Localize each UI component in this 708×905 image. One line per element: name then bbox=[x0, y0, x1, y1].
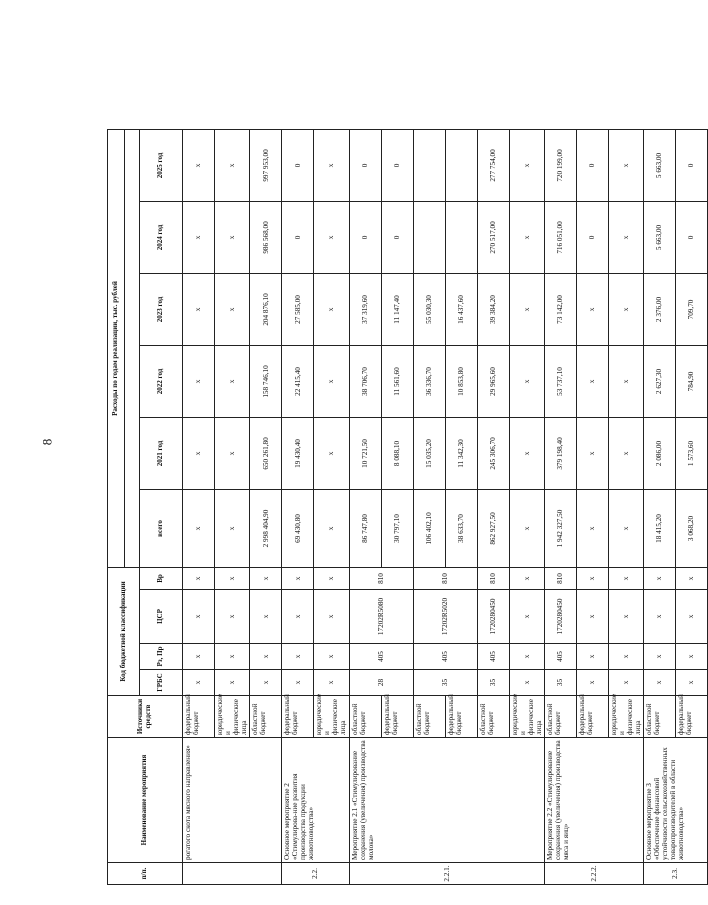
y2024-cell: х bbox=[183, 201, 215, 273]
y2022-cell: х bbox=[509, 345, 544, 417]
y2022-cell: х bbox=[576, 345, 608, 417]
y2021-cell: х bbox=[576, 417, 608, 489]
source-cell: федеральный бюджет bbox=[282, 696, 314, 738]
y2024-cell: х bbox=[314, 201, 349, 273]
csr-cell: х bbox=[183, 590, 215, 644]
rz-cell: х bbox=[676, 644, 708, 670]
header-source: Источники средств bbox=[108, 696, 183, 738]
rz-cell: х bbox=[644, 644, 676, 670]
y2023-cell: х bbox=[608, 273, 643, 345]
row-num: 2.2.1. bbox=[349, 863, 544, 885]
vr-cell: 810 bbox=[413, 567, 477, 589]
total-cell: 86 747,80 bbox=[349, 489, 381, 567]
y2024-cell: 986 568,00 bbox=[250, 201, 282, 273]
y2022-cell: х bbox=[215, 345, 250, 417]
y2024-cell bbox=[445, 201, 477, 273]
vr-cell: х bbox=[183, 567, 215, 589]
y2021-cell: 379 198,40 bbox=[544, 417, 576, 489]
event-name: Мероприятие 2.2 «Стимулирование сохранения (увеличения) производства мяса и яиц» bbox=[544, 738, 643, 863]
grbs-cell: х bbox=[509, 670, 544, 696]
y2024-cell: 0 bbox=[282, 201, 314, 273]
y2022-cell: 38 706,70 bbox=[349, 345, 381, 417]
y2021-cell: 11 342,30 bbox=[445, 417, 477, 489]
y2023-cell: 16 437,60 bbox=[445, 273, 477, 345]
total-cell: х bbox=[576, 489, 608, 567]
row-num: 2.2.2. bbox=[544, 863, 643, 885]
y2025-cell bbox=[413, 129, 445, 201]
table-row bbox=[644, 129, 676, 884]
total-cell: 30 797,10 bbox=[381, 489, 413, 567]
y2023-cell: х bbox=[576, 273, 608, 345]
vr-cell: х bbox=[282, 567, 314, 589]
csr-cell: х bbox=[644, 590, 676, 644]
budget-table bbox=[107, 129, 708, 885]
y2021-cell: х bbox=[314, 417, 349, 489]
vr-cell: х bbox=[576, 567, 608, 589]
header-grbs: ГРБС bbox=[140, 670, 183, 696]
header-expense-group: Расходы по годам реализации, тыс. рублей bbox=[108, 129, 125, 567]
source-cell: областной бюджет bbox=[477, 696, 509, 738]
y2022-cell: 10 853,80 bbox=[445, 345, 477, 417]
y2025-cell: 997 953,00 bbox=[250, 129, 282, 201]
y2021-cell: х bbox=[183, 417, 215, 489]
y2021-cell: 245 306,70 bbox=[477, 417, 509, 489]
rz-cell: х bbox=[183, 644, 215, 670]
table-row bbox=[282, 129, 314, 884]
source-cell: юридические и физические лица bbox=[509, 696, 544, 738]
y2021-cell: 15 035,20 bbox=[413, 417, 445, 489]
y2023-cell: 11 147,40 bbox=[381, 273, 413, 345]
source-cell: федеральный бюджет bbox=[445, 696, 477, 738]
rz-cell: х bbox=[576, 644, 608, 670]
y2022-cell: 29 965,60 bbox=[477, 345, 509, 417]
rz-cell: х bbox=[608, 644, 643, 670]
y2023-cell: 37 319,60 bbox=[349, 273, 381, 345]
grbs-cell: х bbox=[183, 670, 215, 696]
grbs-cell: 35 bbox=[477, 670, 509, 696]
table-row bbox=[183, 129, 215, 884]
y2025-cell: х bbox=[215, 129, 250, 201]
y2023-cell: 204 876,10 bbox=[250, 273, 282, 345]
vr-cell: х bbox=[509, 567, 544, 589]
csr-cell: х bbox=[676, 590, 708, 644]
csr-cell: х bbox=[282, 590, 314, 644]
y2025-cell: 720 199,00 bbox=[544, 129, 576, 201]
rz-cell: 405 bbox=[544, 644, 576, 670]
header-csr: ЦСР bbox=[140, 590, 183, 644]
header-2021: 2021 год bbox=[140, 417, 183, 489]
grbs-cell: 35 bbox=[544, 670, 576, 696]
grbs-cell: х bbox=[576, 670, 608, 696]
header-rz: Рз, Пр bbox=[140, 644, 183, 670]
rz-cell: х bbox=[282, 644, 314, 670]
table-row bbox=[349, 129, 381, 884]
y2025-cell: 0 bbox=[381, 129, 413, 201]
rz-cell: х bbox=[215, 644, 250, 670]
csr-cell: 1720280450 bbox=[544, 590, 576, 644]
y2024-cell: х bbox=[509, 201, 544, 273]
csr-cell: х bbox=[314, 590, 349, 644]
grbs-cell: х bbox=[644, 670, 676, 696]
rz-cell: 405 bbox=[413, 644, 477, 670]
y2024-cell: х bbox=[608, 201, 643, 273]
event-name: Основное мероприятие 3 «Обеспечение финансовой устойчивости сельскохозяйственных товаропроизводителей в области животноводства» bbox=[644, 738, 708, 863]
csr-cell: х bbox=[250, 590, 282, 644]
y2021-cell: 650 261,80 bbox=[250, 417, 282, 489]
y2022-cell: х bbox=[608, 345, 643, 417]
y2024-cell: 270 517,00 bbox=[477, 201, 509, 273]
vr-cell: 810 bbox=[544, 567, 576, 589]
rz-cell: х bbox=[509, 644, 544, 670]
y2021-cell: х bbox=[608, 417, 643, 489]
grbs-cell: х bbox=[676, 670, 708, 696]
vr-cell: х bbox=[676, 567, 708, 589]
source-cell: областной бюджет bbox=[349, 696, 381, 738]
total-cell: х bbox=[314, 489, 349, 567]
y2022-cell: 158 746,10 bbox=[250, 345, 282, 417]
y2025-cell: 5 663,00 bbox=[644, 129, 676, 201]
y2025-cell: 0 bbox=[676, 129, 708, 201]
rz-cell: 405 bbox=[477, 644, 509, 670]
header-code-group: Код бюджетной классификации bbox=[108, 567, 140, 695]
vr-cell: х bbox=[314, 567, 349, 589]
page-number: 8 bbox=[39, 438, 55, 446]
y2023-cell: 709,70 bbox=[676, 273, 708, 345]
header-vr: Вр bbox=[140, 567, 183, 589]
total-cell: х bbox=[215, 489, 250, 567]
csr-cell: 17202R5020 bbox=[413, 590, 477, 644]
y2023-cell: х bbox=[509, 273, 544, 345]
source-cell: юридические и физические лица bbox=[608, 696, 643, 738]
total-cell: 2 998 404,90 bbox=[250, 489, 282, 567]
y2025-cell bbox=[445, 129, 477, 201]
y2025-cell: 0 bbox=[282, 129, 314, 201]
y2024-cell: 0 bbox=[381, 201, 413, 273]
vr-cell: х bbox=[608, 567, 643, 589]
csr-cell: 17202R5080 bbox=[349, 590, 413, 644]
y2022-cell: 36 336,70 bbox=[413, 345, 445, 417]
vr-cell: 810 bbox=[477, 567, 509, 589]
rz-cell: х bbox=[250, 644, 282, 670]
event-name: Мероприятие 2.1 «Стимулирование сохранения (увеличения) производства молока» bbox=[349, 738, 544, 863]
source-cell: федеральный бюджет bbox=[183, 696, 215, 738]
total-cell: 69 430,80 bbox=[282, 489, 314, 567]
grbs-cell: х bbox=[215, 670, 250, 696]
header-2023: 2023 год bbox=[140, 273, 183, 345]
total-cell: х bbox=[183, 489, 215, 567]
source-cell: областной бюджет bbox=[544, 696, 576, 738]
source-cell: федеральный бюджет bbox=[576, 696, 608, 738]
y2024-cell: 0 bbox=[576, 201, 608, 273]
header-name: Наименование мероприятия bbox=[108, 738, 183, 863]
total-cell: х bbox=[509, 489, 544, 567]
source-cell: федеральный бюджет bbox=[676, 696, 708, 738]
y2025-cell: х bbox=[183, 129, 215, 201]
y2021-cell: 19 430,40 bbox=[282, 417, 314, 489]
y2022-cell: 22 415,40 bbox=[282, 345, 314, 417]
header-num: п/п. bbox=[108, 863, 183, 885]
grbs-cell: 35 bbox=[413, 670, 477, 696]
csr-cell: х bbox=[215, 590, 250, 644]
rotated-table-wrapper bbox=[107, 130, 696, 885]
total-cell: 862 927,50 bbox=[477, 489, 509, 567]
rz-cell: 405 bbox=[349, 644, 413, 670]
y2022-cell: 784,90 bbox=[676, 345, 708, 417]
header-2025: 2025 год bbox=[140, 129, 183, 201]
header-2024: 2024 год bbox=[140, 201, 183, 273]
y2025-cell: 0 bbox=[576, 129, 608, 201]
grbs-cell: х bbox=[250, 670, 282, 696]
row-num: 2.3. bbox=[644, 863, 708, 885]
y2025-cell: 0 bbox=[349, 129, 381, 201]
y2023-cell: х bbox=[314, 273, 349, 345]
header-total: всего bbox=[140, 489, 183, 567]
y2022-cell: х bbox=[183, 345, 215, 417]
csr-cell: 1720280450 bbox=[477, 590, 509, 644]
y2024-cell: 0 bbox=[349, 201, 381, 273]
csr-cell: х bbox=[509, 590, 544, 644]
grbs-cell: х bbox=[282, 670, 314, 696]
y2023-cell: х bbox=[215, 273, 250, 345]
event-name: Основное мероприятие 2 «Стимулирова-ние развития производства продукции животноводства» bbox=[282, 738, 349, 863]
grbs-cell: 28 bbox=[349, 670, 413, 696]
y2023-cell: 55 030,30 bbox=[413, 273, 445, 345]
y2021-cell: 1 573,60 bbox=[676, 417, 708, 489]
y2025-cell: х bbox=[509, 129, 544, 201]
source-cell: областной бюджет bbox=[413, 696, 445, 738]
rz-cell: х bbox=[314, 644, 349, 670]
y2023-cell: 73 142,00 bbox=[544, 273, 576, 345]
total-cell: 38 633,70 bbox=[445, 489, 477, 567]
source-cell: юридические и физические лица bbox=[314, 696, 349, 738]
y2025-cell: х bbox=[314, 129, 349, 201]
y2024-cell: х bbox=[215, 201, 250, 273]
y2023-cell: х bbox=[183, 273, 215, 345]
y2022-cell: 2 627,30 bbox=[644, 345, 676, 417]
csr-cell: х bbox=[576, 590, 608, 644]
header-spacer bbox=[125, 129, 140, 567]
total-cell: 18 415,20 bbox=[644, 489, 676, 567]
vr-cell: х bbox=[644, 567, 676, 589]
grbs-cell: х bbox=[608, 670, 643, 696]
grbs-cell: х bbox=[314, 670, 349, 696]
y2024-cell bbox=[413, 201, 445, 273]
total-cell: х bbox=[608, 489, 643, 567]
header-2022: 2022 год bbox=[140, 345, 183, 417]
source-cell: областной бюджет bbox=[644, 696, 676, 738]
y2021-cell: 10 721,50 bbox=[349, 417, 381, 489]
y2023-cell: 27 585,00 bbox=[282, 273, 314, 345]
csr-cell: х bbox=[608, 590, 643, 644]
y2023-cell: 2 376,00 bbox=[644, 273, 676, 345]
vr-cell: х bbox=[250, 567, 282, 589]
total-cell: 3 068,20 bbox=[676, 489, 708, 567]
source-cell: областной бюджет bbox=[250, 696, 282, 738]
total-cell: 106 402,10 bbox=[413, 489, 445, 567]
y2024-cell: 5 663,00 bbox=[644, 201, 676, 273]
y2024-cell: 716 051,00 bbox=[544, 201, 576, 273]
y2021-cell: х bbox=[509, 417, 544, 489]
table-row bbox=[544, 129, 576, 884]
y2024-cell: 0 bbox=[676, 201, 708, 273]
total-cell: 1 942 327,50 bbox=[544, 489, 576, 567]
y2021-cell: 2 086,00 bbox=[644, 417, 676, 489]
row-num bbox=[183, 863, 282, 885]
row-num: 2.2. bbox=[282, 863, 349, 885]
y2023-cell: 39 384,20 bbox=[477, 273, 509, 345]
y2021-cell: 8 088,10 bbox=[381, 417, 413, 489]
y2022-cell: 53 737,10 bbox=[544, 345, 576, 417]
y2021-cell: х bbox=[215, 417, 250, 489]
vr-cell: 810 bbox=[349, 567, 413, 589]
source-cell: юридические и физические лица bbox=[215, 696, 250, 738]
vr-cell: х bbox=[215, 567, 250, 589]
y2025-cell: х bbox=[608, 129, 643, 201]
y2025-cell: 277 754,00 bbox=[477, 129, 509, 201]
source-cell: федеральный бюджет bbox=[381, 696, 413, 738]
event-name: рогатого скота мясного направления» bbox=[183, 738, 282, 863]
y2022-cell: 11 561,60 bbox=[381, 345, 413, 417]
y2022-cell: х bbox=[314, 345, 349, 417]
